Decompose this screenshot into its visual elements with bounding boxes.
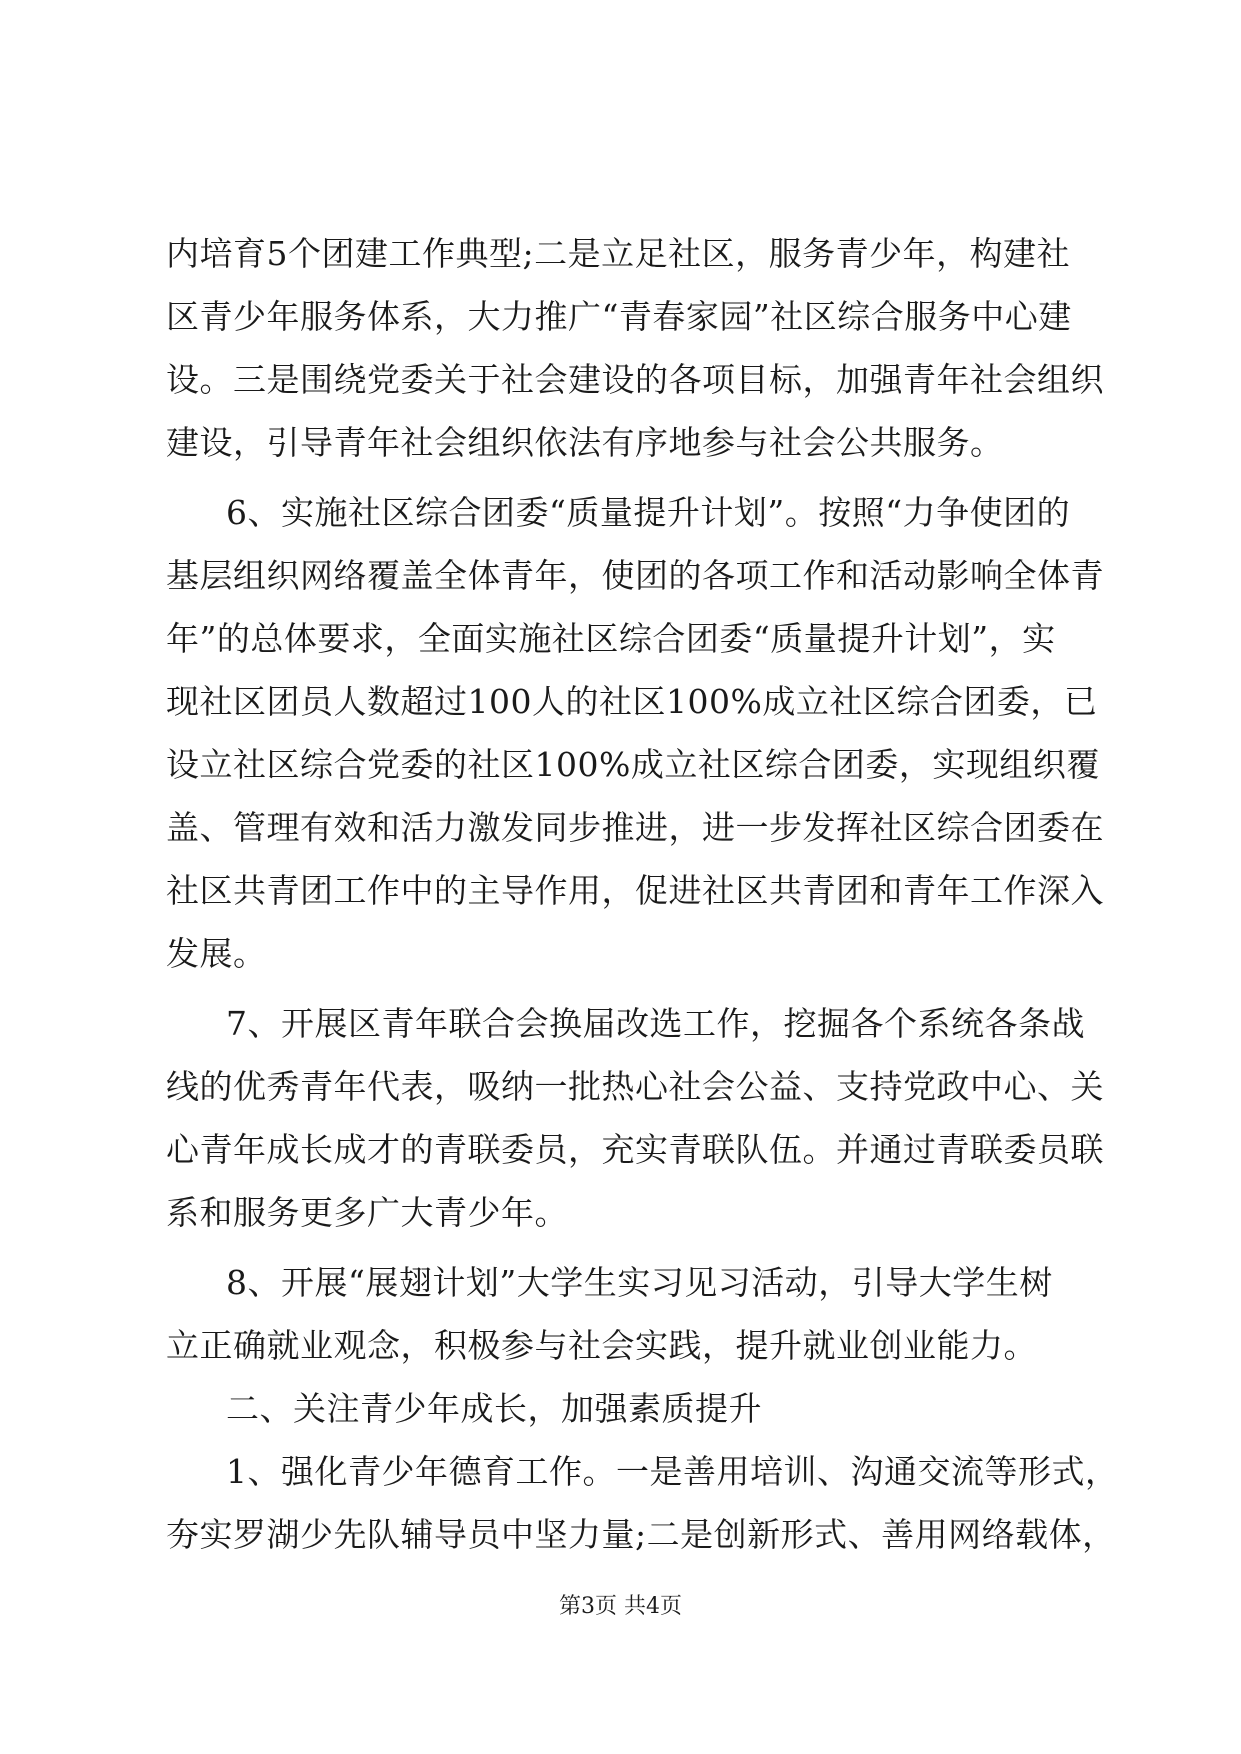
text-line: 基层组织网络覆盖全体青年，使团的各项工作和活动影响全体青 [166,556,1104,595]
text-line: 夯实罗湖少先队辅导员中坚力量;二是创新形式、善用网络载体， [166,1515,1116,1554]
paragraph [166,481,1104,985]
text-line: 现社区团员人数超过100人的社区100%成立社区综合团委，已 [166,682,1098,721]
text-line: 设。三是围绕党委关于社会建设的各项目标，加强青年社会组织 [166,360,1104,399]
text-line: 建设，引导青年社会组织依法有序地参与社会公共服务。 [166,423,1004,462]
paragraph [166,1251,1076,1377]
text-line: 内培育5个团建工作典型;二是立足社区，服务青少年，构建社 [166,234,1071,273]
text-line: 线的优秀青年代表，吸纳一批热心社会公益、支持党政中心、关 [166,1067,1104,1106]
text-line: 6、实施社区综合团委“质量提升计划”。按照“力争使团的 [226,493,1071,532]
text-line: 7、开展区青年联合会换届改选工作，挖掘各个系统各条战 [226,1004,1085,1043]
text-line: 社区共青团工作中的主导作用，促进社区共青团和青年工作深入 [166,871,1104,910]
section-heading [166,1377,1076,1440]
text-line: 二、关注青少年成长，加强素质提升 [226,1389,762,1428]
text-line: 区青少年服务体系，大力推广“青春家园”社区综合服务中心建 [166,297,1072,336]
paragraph [166,1440,1119,1566]
text-line: 立正确就业观念，积极参与社会实践，提升就业创业能力。 [166,1326,1037,1365]
text-line: 1、强化青少年德育工作。一是善用培训、沟通交流等形式， [226,1452,1119,1491]
text-line: 年”的总体要求，全面实施社区综合团委“质量提升计划”，实 [166,619,1056,658]
text-line: 发展。 [166,934,267,973]
document-body [166,222,1119,1566]
paragraph [166,992,1104,1244]
text-line: 系和服务更多广大青少年。 [166,1193,568,1232]
paragraph [166,222,1104,474]
text-line: 设立社区综合党委的社区100%成立社区综合团委，实现组织覆 [166,745,1100,784]
page-number-footer: 第3页 共4页 [559,1594,682,1619]
text-line: 8、开展“展翅计划”大学生实习见习活动，引导大学生树 [226,1263,1053,1302]
text-line: 盖、管理有效和活力激发同步推进，进一步发挥社区综合团委在 [166,808,1104,847]
text-line: 心青年成长成才的青联委员，充实青联队伍。并通过青联委员联 [166,1130,1104,1169]
